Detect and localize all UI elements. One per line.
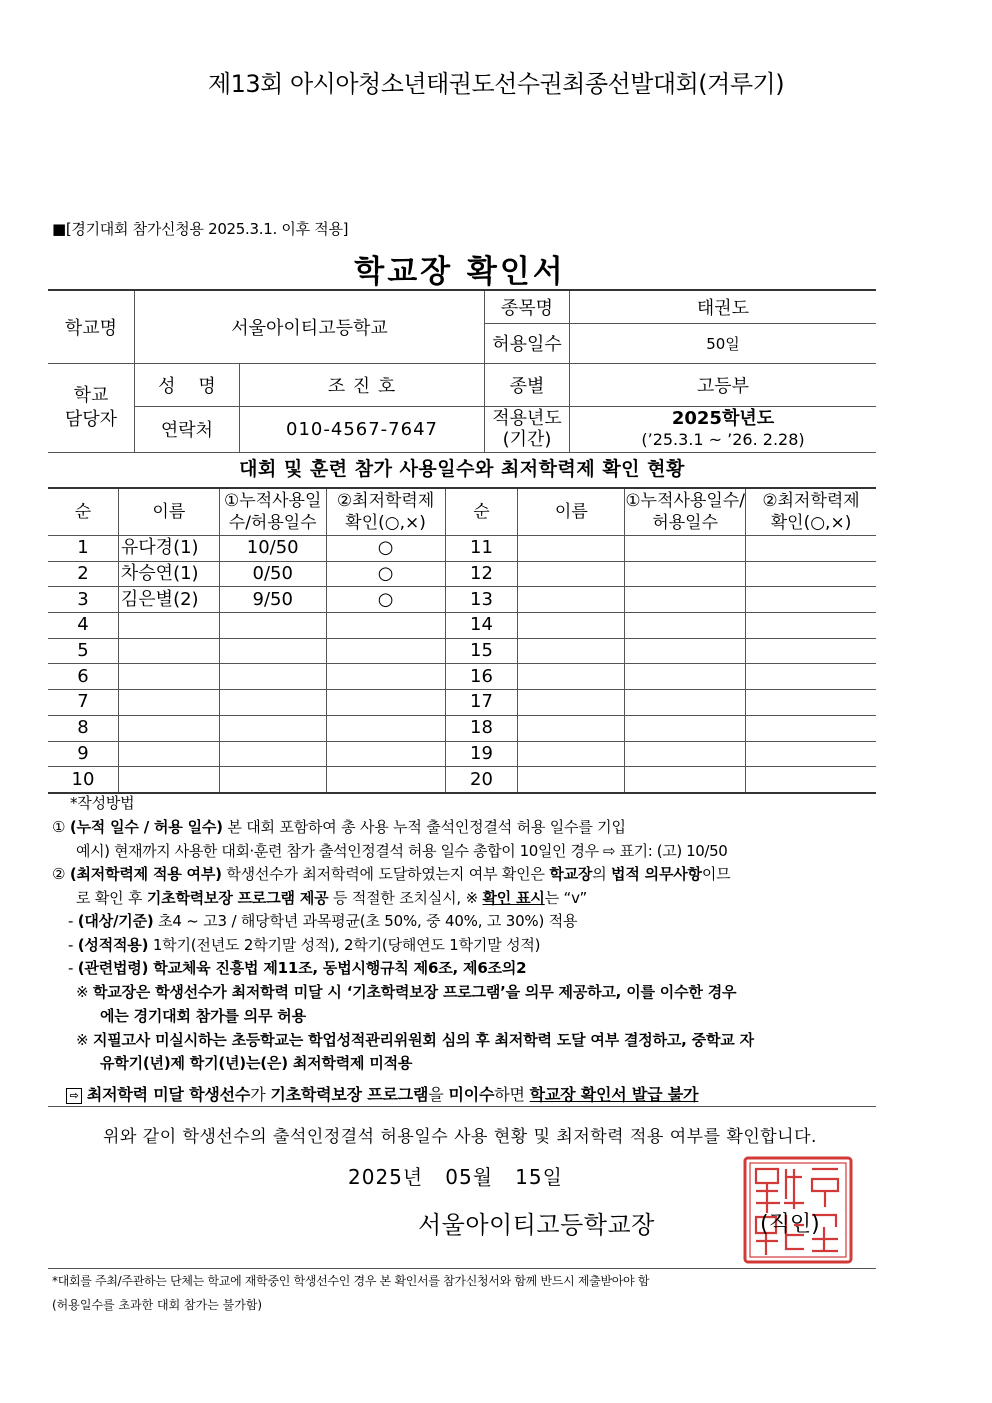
final-warning [66, 1082, 698, 1105]
table-row [48, 741, 876, 767]
row-grade [326, 741, 445, 767]
row-grade-2 [746, 536, 876, 562]
row-days-2 [625, 741, 746, 767]
item2-line2-bold: 기초학력보장 프로그램 제공 [146, 889, 329, 907]
header-days-2 [625, 488, 746, 536]
row-name: 김은별(2) [118, 587, 219, 613]
name-label: 성 명 [135, 363, 240, 406]
row-grade-2 [746, 741, 876, 767]
allowed-days-label: 허용일수 [485, 323, 570, 363]
confirmation-statement: 위와 같이 학생선수의 출석인정결석 허용일수 사용 현황 및 최저학력 적용 여부를 확인합니다. [103, 1127, 817, 1147]
row-name [118, 613, 219, 639]
row-name-2 [518, 536, 625, 562]
header-name: 이름 [118, 488, 219, 536]
sport-label: 종목명 [485, 290, 570, 323]
row-name: 유다경(1) [118, 536, 219, 562]
school-name: 서울아이티고등학교 [135, 290, 485, 363]
row-days [219, 741, 326, 767]
item1-text: 본 대회 포함하여 총 사용 누적 출석인정결석 허용 일수를 기입 [222, 818, 626, 836]
divider [48, 1106, 876, 1107]
year-value [570, 406, 877, 452]
row-grade-2 [746, 767, 876, 793]
header-grade-2-line2: 확인(○,×) [770, 513, 852, 533]
table-row [48, 767, 876, 793]
row-grade-2 [746, 561, 876, 587]
item2-bold-b: 학교장 [549, 865, 593, 883]
row-name [118, 664, 219, 690]
form-note: ■[경기대회 참가신청용 2025.3.1. 이후 적용] [52, 220, 349, 238]
row-days: 0/50 [219, 561, 326, 587]
row-grade [326, 715, 445, 741]
row-days: 9/50 [219, 587, 326, 613]
row-no-2: 12 [445, 561, 518, 587]
sub2-text: 1학기(전년도 2학기말 성적), 2학기(당해연도 1학기말 성적) [148, 936, 541, 954]
table-row [48, 536, 876, 562]
item2-bold: (최저학력제 적용 여부) [69, 865, 222, 883]
row-name [118, 767, 219, 793]
header-grade-2 [746, 488, 876, 536]
table-row [48, 715, 876, 741]
row-grade-2 [746, 715, 876, 741]
table-row [48, 613, 876, 639]
row-no-2: 15 [445, 638, 518, 664]
sub2-bold: (성적적용) [77, 936, 149, 954]
header-days-2-line1: ①누적사용일수/ [625, 491, 745, 511]
allowed-days-value: 50일 [570, 323, 877, 363]
instruction-note-2: ※ 지필고사 미실시하는 초등학교는 학업성적관리위원회 심의 후 최저학력 도달 여부 결정하고, 중학교 자 [76, 1031, 754, 1049]
instruction-item-1 [52, 816, 882, 840]
division-label: 종별 [485, 363, 570, 406]
row-name: 차승연(1) [118, 561, 219, 587]
row-grade: ○ [326, 536, 445, 562]
header-name-2: 이름 [518, 488, 625, 536]
row-no: 1 [48, 536, 118, 562]
item2-line2-c: 는 “v” [544, 889, 588, 907]
row-no-2: 20 [445, 767, 518, 793]
row-grade-2 [746, 690, 876, 716]
table-row [48, 664, 876, 690]
row-days-2 [625, 767, 746, 793]
row-days-2 [625, 561, 746, 587]
row-name-2 [518, 715, 625, 741]
row-days-2 [625, 587, 746, 613]
issue-date: 2025년 05월 15일 [348, 1165, 563, 1189]
row-name-2 [518, 767, 625, 793]
table-row [48, 587, 876, 613]
instruction-item-2 [52, 863, 882, 887]
row-no: 5 [48, 638, 118, 664]
row-name [118, 690, 219, 716]
row-days [219, 613, 326, 639]
item1-bold: (누적 일수 / 허용 일수) [69, 818, 223, 836]
contact-name: 조 진 호 [240, 363, 485, 406]
year-label-line1: 적용년도 [492, 408, 562, 429]
instruction-sub-3: - (관련법령) 학교체육 진흥법 제11조, 동법시행규칙 제6조, 제6조의2 [68, 959, 527, 977]
instruction-item-1-example: 예시) 현재까지 사용한 대회·훈련 참가 출석인정결석 허용 일수 총합이 10일인 경우 ⇨ 표기: (고) 10/50 [76, 842, 728, 860]
final-b: 가 [250, 1085, 271, 1104]
row-days-2 [625, 536, 746, 562]
header-grade-line2: 확인(○,×) [345, 513, 426, 533]
final-g: 학교장 확인서 발급 불가 [529, 1085, 699, 1104]
final-d: 을 [428, 1085, 449, 1104]
row-name-2 [518, 638, 625, 664]
row-days: 10/50 [219, 536, 326, 562]
row-no: 3 [48, 587, 118, 613]
item2-text-c: 의 [592, 865, 612, 883]
row-no: 10 [48, 767, 118, 793]
row-name [118, 638, 219, 664]
footer-note: *대회를 주최/주관하는 단체는 학교에 재학중인 학생선수인 경우 본 확인서를 참가신청서와 함께 반드시 제출받아야 함 [52, 1274, 650, 1288]
school-label: 학교명 [48, 290, 135, 363]
item2-text-e: 이므 [701, 865, 731, 883]
row-grade-2 [746, 638, 876, 664]
principal-name: 서울아이티고등학교장 [418, 1211, 655, 1239]
table-row [48, 561, 876, 587]
footer-note-2: (허용일수를 초과한 대회 참가는 불가함) [52, 1298, 263, 1312]
school-period: (’25.3.1 ~ ’26. 2.28) [641, 430, 805, 449]
school-year: 2025학년도 [671, 408, 775, 429]
row-days-2 [625, 664, 746, 690]
row-no-2: 19 [445, 741, 518, 767]
final-c: 기초학력보장 프로그램 [270, 1085, 429, 1104]
row-name-2 [518, 587, 625, 613]
row-no: 8 [48, 715, 118, 741]
row-grade [326, 613, 445, 639]
row-no-2: 13 [445, 587, 518, 613]
contact-label [48, 363, 135, 452]
header-days-line2: 수/허용일수 [228, 513, 317, 533]
row-no-2: 16 [445, 664, 518, 690]
row-days-2 [625, 613, 746, 639]
header-no: 순 [48, 488, 118, 536]
row-grade: ○ [326, 587, 445, 613]
row-days [219, 638, 326, 664]
row-name-2 [518, 561, 625, 587]
row-name [118, 741, 219, 767]
note1-line1: 학교장은 학생선수가 최저학력 미달 시 ‘기초학력보장 프로그램’을 의무 제공하고, 이를 이수한 경우 [92, 983, 737, 1001]
row-grade [326, 690, 445, 716]
row-no: 2 [48, 561, 118, 587]
header-grade [326, 488, 445, 536]
phone-value: 010-4567-7647 [240, 406, 485, 452]
athlete-status-table [48, 487, 876, 794]
instruction-sub-1: - (대상/기준) 초4 ~ 고3 / 해당학년 과목평균(초 50%, 중 40%, 고 30%) 적용 [68, 912, 578, 930]
sub1-text: 초4 ~ 고3 / 해당학년 과목평균(초 50%, 중 40%, 고 30%) 적용 [153, 912, 578, 930]
final-a: 최저학력 미달 학생선수 [86, 1085, 251, 1104]
contact-label-line2: 담당자 [64, 408, 118, 430]
instruction-item-2-line2 [76, 887, 886, 911]
row-no-2: 11 [445, 536, 518, 562]
status-section-title: 대회 및 훈련 참가 사용일수와 최저학력제 확인 현황 [239, 458, 685, 480]
header-days-line1: ①누적사용일 [224, 491, 322, 511]
row-days [219, 664, 326, 690]
row-days [219, 767, 326, 793]
item2-text-a: 학생선수가 최저학력에 도달하였는지 여부 확인은 [221, 865, 550, 883]
table-row [48, 690, 876, 716]
sub3-bold: (관련법령) 학교체육 진흥법 제11조, 동법시행규칙 제6조, 제6조의2 [77, 959, 527, 977]
note2-line1: 지필고사 미실시하는 초등학교는 학업성적관리위원회 심의 후 최저학력 도달 여부 결정하고, 중학교 자 [92, 1031, 754, 1049]
row-no-2: 17 [445, 690, 518, 716]
row-no: 9 [48, 741, 118, 767]
row-name-2 [518, 741, 625, 767]
row-grade-2 [746, 664, 876, 690]
row-name-2 [518, 613, 625, 639]
event-title: 제13회 아시아청소년태권도선수권최종선발대회(겨루기) [207, 70, 785, 98]
sub1-bold: (대상/기준) [77, 912, 154, 930]
header-days [219, 488, 326, 536]
year-label [485, 406, 570, 452]
row-no-2: 14 [445, 613, 518, 639]
contact-label-line1: 학교 [73, 384, 109, 406]
row-no: 6 [48, 664, 118, 690]
header-no-2: 순 [445, 488, 518, 536]
row-no: 4 [48, 613, 118, 639]
footer-divider [48, 1268, 876, 1269]
row-no-2: 18 [445, 715, 518, 741]
instruction-note-1: ※ 학교장은 학생선수가 최저학력 미달 시 ‘기초학력보장 프로그램’을 의무 제공하고, 이를 이수한 경우 [76, 983, 737, 1001]
row-days [219, 715, 326, 741]
row-days-2 [625, 638, 746, 664]
item2-line2-a: 로 확인 후 [76, 889, 147, 907]
item2-line2-b: 등 적절한 조치실시, ※ [328, 889, 483, 907]
row-days-2 [625, 690, 746, 716]
instruction-note-1-line2: 에는 경기대회 참가를 의무 허용 [100, 1007, 306, 1025]
item2-line2-underline: 확인 표시 [482, 889, 545, 907]
item2-mark: ② [52, 865, 66, 883]
row-grade [326, 638, 445, 664]
table-row [48, 638, 876, 664]
phone-label: 연락처 [135, 406, 240, 452]
row-name-2 [518, 664, 625, 690]
instruction-sub-2: - (성적적용) 1학기(전년도 2학기말 성적), 2학기(당해연도 1학기말 성적) [68, 936, 541, 954]
row-days [219, 690, 326, 716]
row-grade: ○ [326, 561, 445, 587]
row-name-2 [518, 690, 625, 716]
seal-label: (직인) [760, 1212, 820, 1237]
row-grade [326, 767, 445, 793]
row-days-2 [625, 715, 746, 741]
header-grade-line1: ②최저학력제 [336, 491, 435, 511]
row-name [118, 715, 219, 741]
division-value: 고등부 [570, 363, 877, 406]
sport-value: 태권도 [570, 290, 877, 323]
year-label-line2: (기간) [502, 429, 552, 450]
final-e: 미이수 [448, 1085, 495, 1104]
item1-mark: ① [52, 818, 66, 836]
school-info-table [48, 289, 876, 453]
final-f: 하면 [494, 1085, 530, 1104]
header-days-2-line2: 허용일수 [652, 513, 719, 533]
row-no: 7 [48, 690, 118, 716]
document-title: 학교장 확인서 [354, 254, 566, 290]
item2-bold-d: 법적 의무사항 [611, 865, 702, 883]
header-grade-2-line1: ②최저학력제 [762, 491, 860, 511]
row-grade-2 [746, 587, 876, 613]
row-grade [326, 664, 445, 690]
arrow-box-icon: ⇨ [66, 1088, 82, 1104]
instruction-note-2-line2: 유학기(년)제 학기(년)는(은) 최저학력제 미적용 [100, 1054, 413, 1072]
row-grade-2 [746, 613, 876, 639]
instructions-heading: *작성방법 [70, 794, 135, 812]
